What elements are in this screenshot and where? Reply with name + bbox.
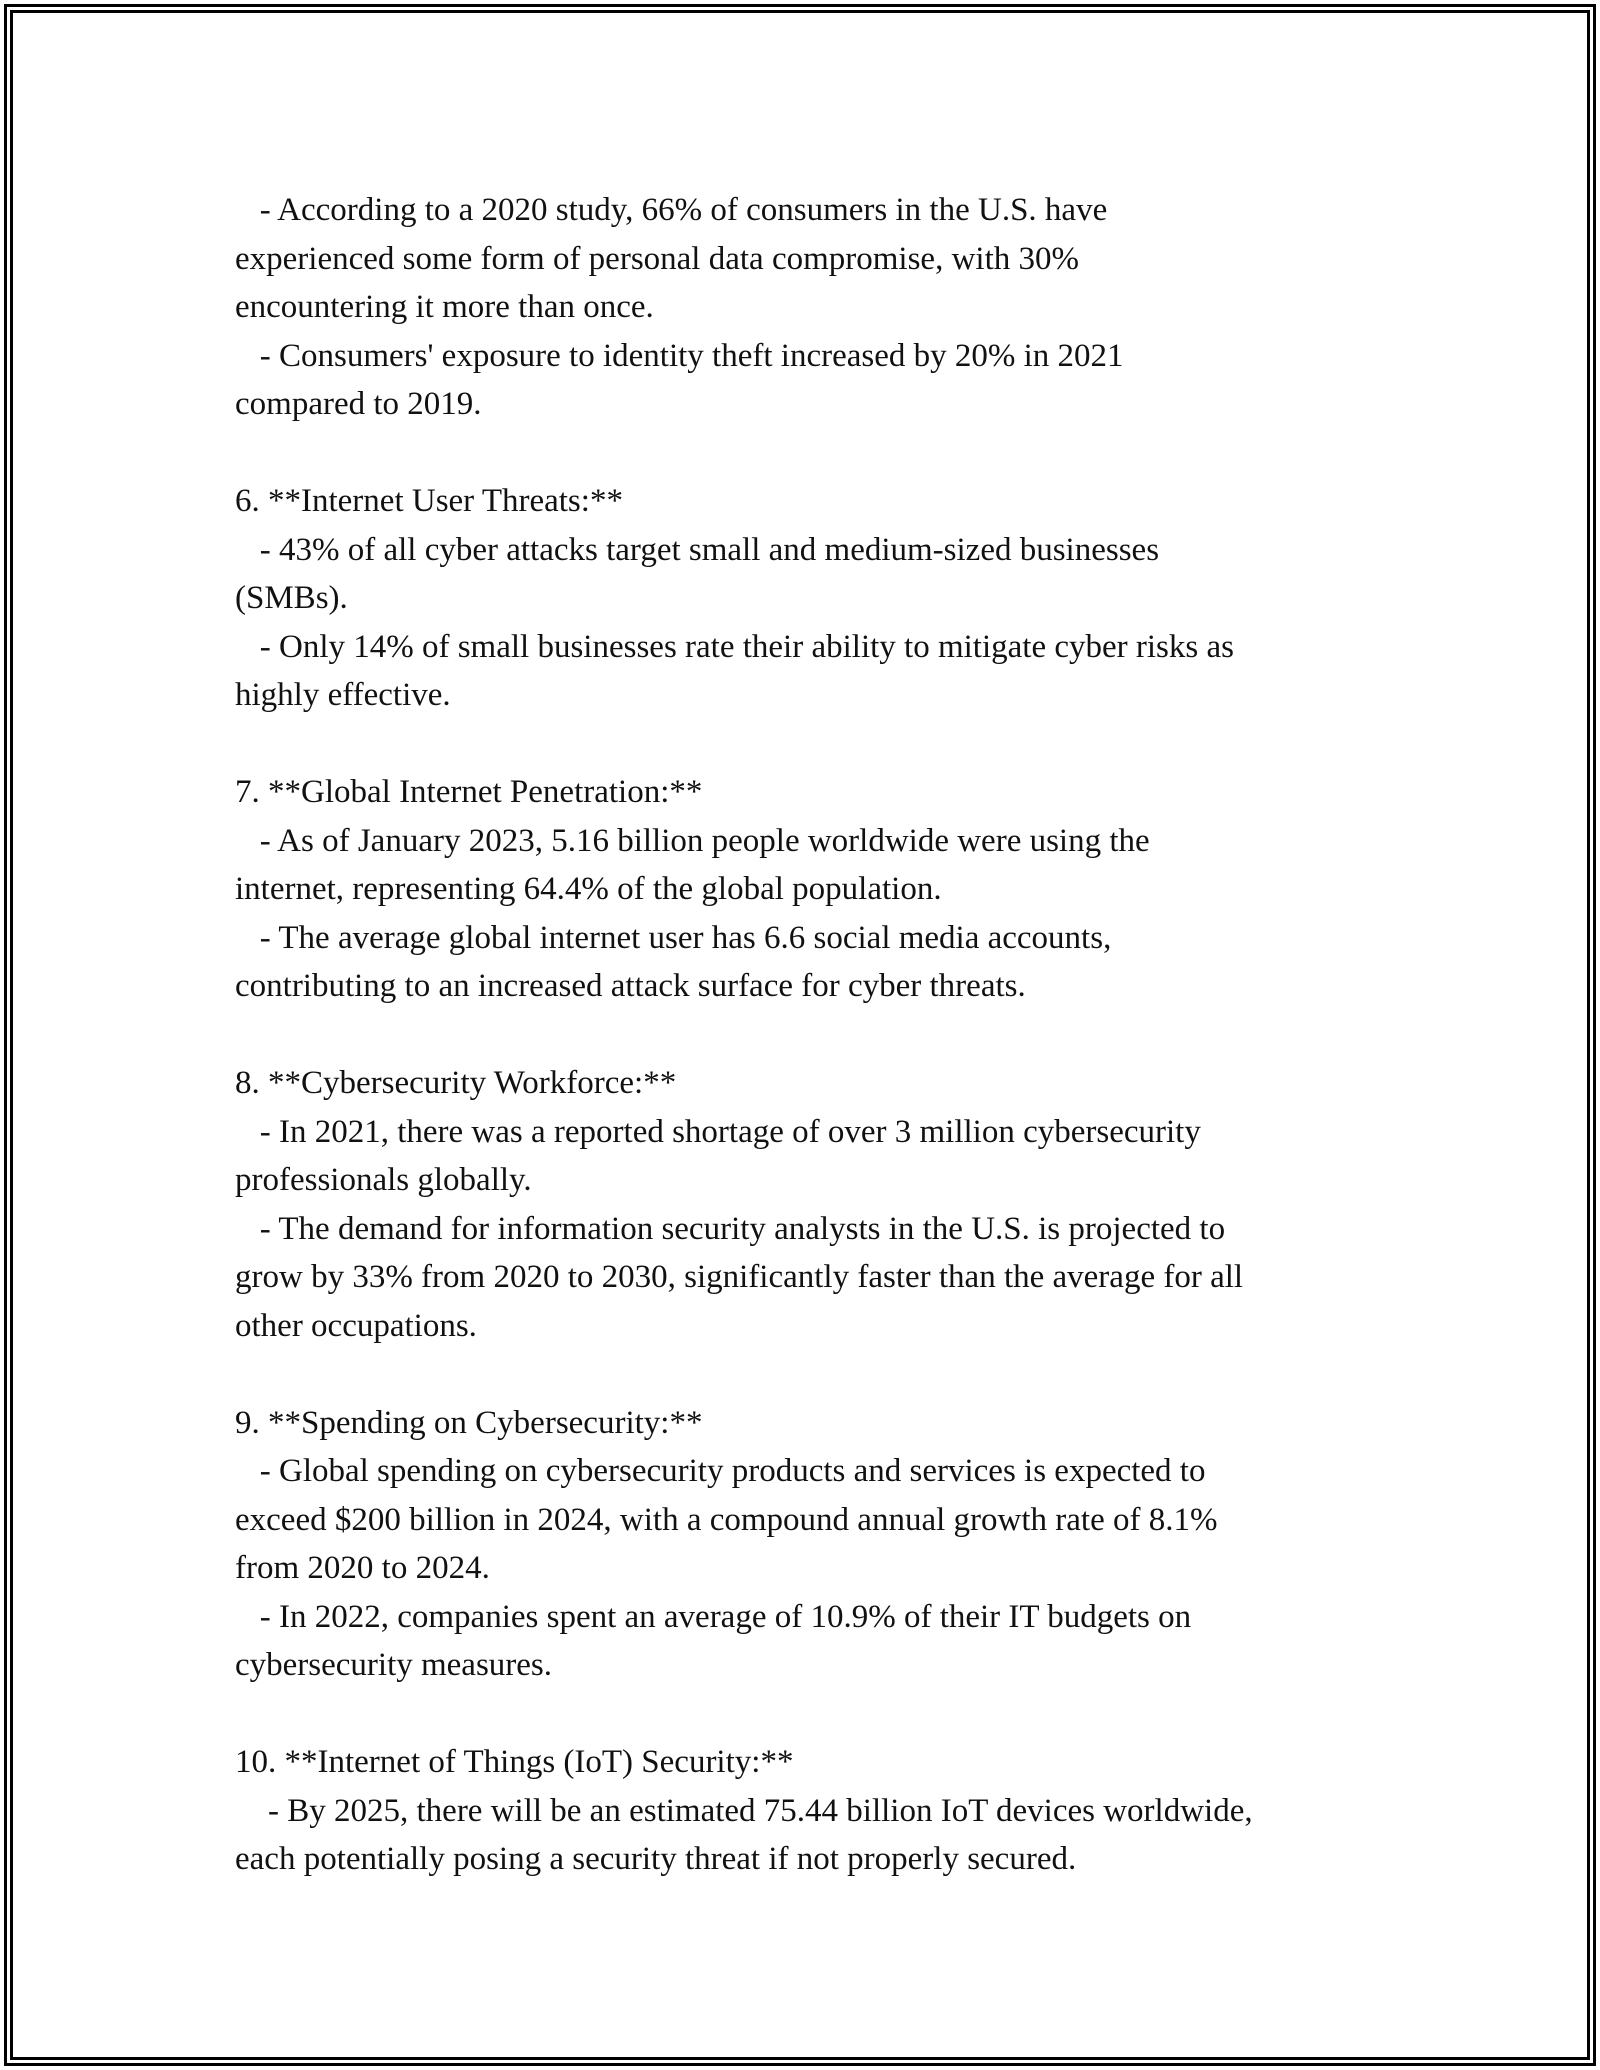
- text-line: professionals globally.: [235, 1162, 532, 1198]
- text-line: - 43% of all cyber attacks target small and medium-sized businesses: [235, 531, 1160, 568]
- text-line: experienced some form of personal data compromise, with 30%: [235, 240, 1079, 277]
- text-line: encountering it more than once.: [235, 289, 654, 325]
- bullet-item: [235, 1108, 1375, 1205]
- section-heading: 10. **Internet of Things (IoT) Security:**: [235, 1744, 794, 1780]
- text-line: internet, representing 64.4% of the global population.: [235, 871, 942, 907]
- text-line: - By 2025, there will be an estimated 75.44 billion IoT devices worldwide,: [235, 1792, 1253, 1829]
- text-line: - In 2021, there was a reported shortage of over 3 million cybersecurity: [235, 1113, 1201, 1150]
- text-line: - In 2022, companies spent an average of 10.9% of their IT budgets on: [235, 1598, 1192, 1635]
- section-spending-on-cybersecurity: [235, 1399, 1375, 1690]
- text-line: cybersecurity measures.: [235, 1647, 553, 1683]
- bullet-item: [235, 332, 1375, 429]
- section-global-internet-penetration: [235, 768, 1375, 1011]
- text-line: - Only 14% of small businesses rate their ability to mitigate cyber risks as: [235, 628, 1234, 665]
- paragraph-gap: [235, 1011, 1375, 1060]
- text-line: compared to 2019.: [235, 386, 482, 422]
- text-line: (SMBs).: [235, 580, 348, 616]
- bullet-item: [235, 526, 1375, 623]
- section-heading: 9. **Spending on Cybersecurity:**: [235, 1404, 703, 1441]
- text-line: each potentially posing a security threat if not properly secured.: [235, 1841, 1077, 1877]
- paragraph-gap: [235, 1690, 1375, 1739]
- text-line: exceed $200 billion in 2024, with a compound annual growth rate of 8.1%: [235, 1501, 1218, 1538]
- text-line: - The demand for information security analysts in the U.S. is projected to: [235, 1210, 1226, 1247]
- bullet-item: [235, 1787, 1375, 1884]
- section-heading: 7. **Global Internet Penetration:**: [235, 774, 703, 810]
- text-line: other occupations.: [235, 1307, 477, 1344]
- text-line: highly effective.: [235, 677, 451, 713]
- bullet-item: [235, 1205, 1375, 1351]
- section-heading: 8. **Cybersecurity Workforce:**: [235, 1065, 677, 1101]
- paragraph-gap: [235, 429, 1375, 478]
- text-line: grow by 33% from 2020 to 2030, significantly faster than the average for all: [235, 1259, 1244, 1295]
- text-line: - Global spending on cybersecurity products and services is expected to: [235, 1453, 1206, 1489]
- paragraph-gap: [235, 720, 1375, 769]
- section-internet-user-threats: [235, 477, 1375, 720]
- text-line: contributing to an increased attack surface for cyber threats.: [235, 968, 1026, 1004]
- bullet-item: [235, 186, 1375, 332]
- text-line: - As of January 2023, 5.16 billion people worldwide were using the: [235, 822, 1150, 859]
- bullet-item: [235, 914, 1375, 1011]
- intro-block: [235, 186, 1375, 429]
- paragraph-gap: [235, 1350, 1375, 1399]
- section-iot-security: [235, 1738, 1375, 1884]
- section-cybersecurity-workforce: [235, 1059, 1375, 1350]
- bullet-item: [235, 1593, 1375, 1690]
- text-line: - Consumers' exposure to identity theft increased by 20% in 2021: [235, 337, 1124, 374]
- bullet-item: [235, 1447, 1375, 1593]
- text-line: - According to a 2020 study, 66% of consumers in the U.S. have: [235, 192, 1108, 228]
- document-body: [235, 186, 1375, 1884]
- section-heading: 6. **Internet User Threats:**: [235, 483, 623, 519]
- bullet-item: [235, 817, 1375, 914]
- text-line: from 2020 to 2024.: [235, 1550, 490, 1586]
- text-line: - The average global internet user has 6.6 social media accounts,: [235, 919, 1112, 956]
- bullet-item: [235, 623, 1375, 720]
